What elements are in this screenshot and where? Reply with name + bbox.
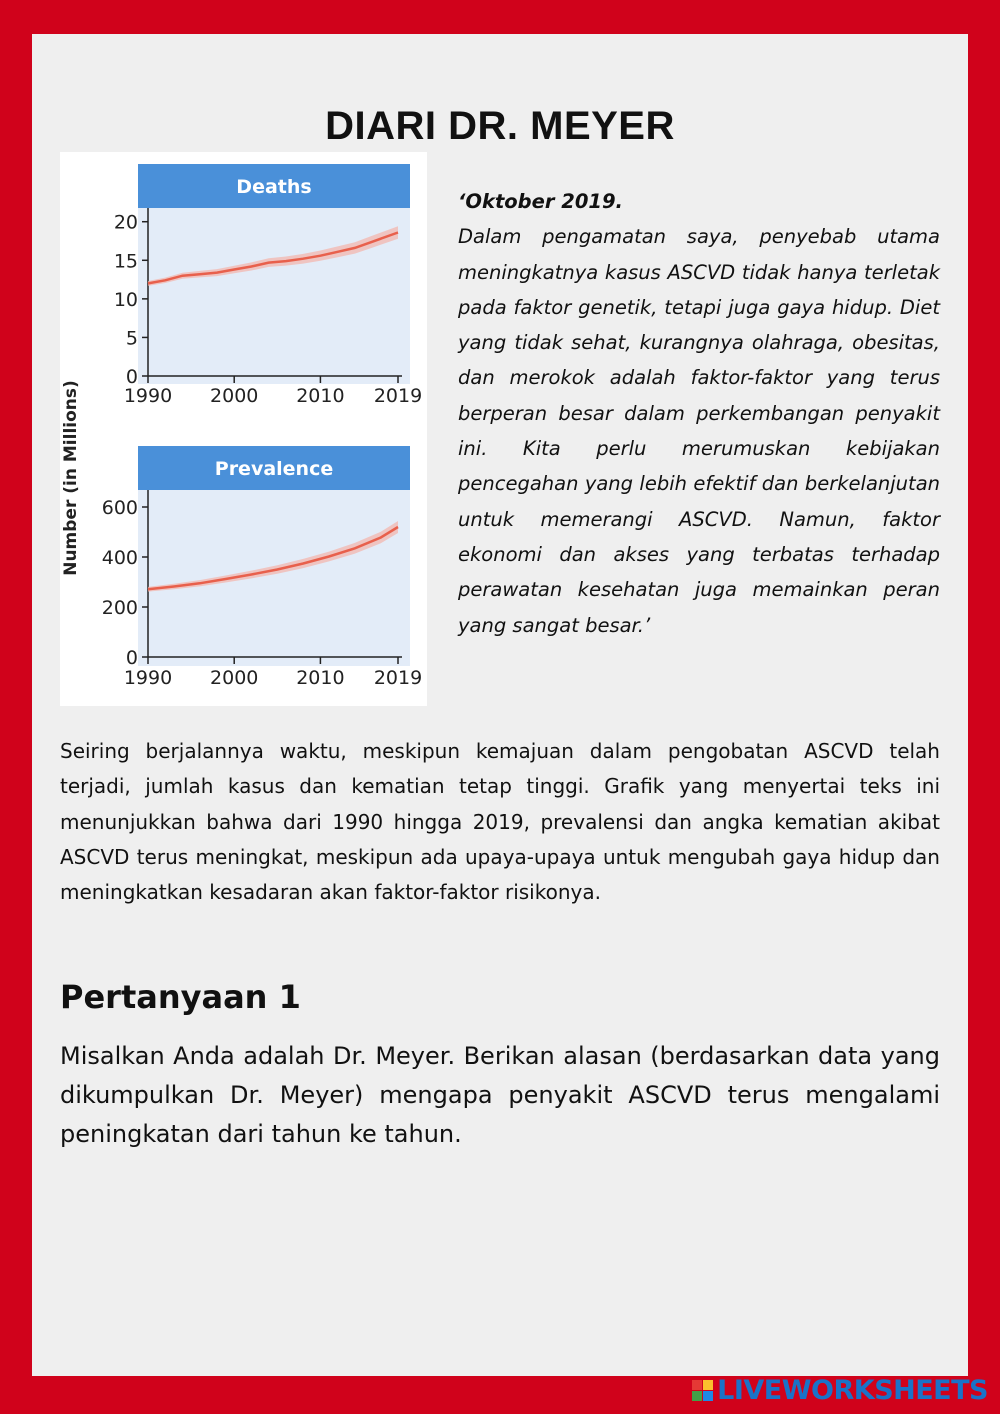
chart-2-y-tick-label: 200 (101, 597, 138, 619)
chart-2-title: Prevalence (214, 458, 334, 480)
chart-1-x-tick-label: 2010 (296, 385, 345, 407)
page-title: DIARI DR. MEYER (325, 104, 675, 148)
body-paragraph: Seiring berjalannya waktu, meskipun kemajuan dalam pengobatan ASCVD telah terjadi, jumlah kasus dan kematian tetap tinggi. Grafik yang menyertai teks ini menunjukkan bahwa dari 1990 hingga 2019, prevalensi dan angka kematian akibat ASCVD terus meningkat, meskipun ada upaya-upaya untuk mengubah gaya hidup dan meningkatkan kesadaran akan faktor-faktor risikonya. (60, 739, 940, 905)
chart-1-y-tick-label: 5 (125, 327, 138, 350)
chart-1-x-tick-label: 1990 (123, 385, 173, 407)
chart-2-x-tick-label: 2000 (210, 667, 259, 689)
chart-1-plot-area (138, 208, 410, 384)
diary-text: Dalam pengamatan saya, penyebab utama meningkatnya kasus ASCVD tidak hanya terletak pada faktor genetik, tetapi juga gaya hidup. Diet yang tidak sehat, kurangnya olahraga, obesitas, dan merokok adalah faktor-faktor yang terus berperan besar dalam perkembangan penyakit ini. Kita perlu merumuskan kebijakan pencegahan yang lebih efektif dan berkelanjutan untuk memerangi ASCVD. Namun, faktor ekonomi dan akses yang terbatas terhadap perawatan kesehatan juga memainkan peran yang sangat besar.’ (458, 225, 940, 637)
liveworksheets-logo-icon (692, 1380, 713, 1401)
chart-2-x-tick-label: 1990 (123, 667, 173, 689)
question-heading: Pertanyaan 1 (60, 978, 301, 1016)
charts-svg (60, 152, 427, 706)
chart-2-x-tick-label: 2019 (373, 667, 423, 689)
diary-date: ‘Oktober 2019. (458, 190, 623, 213)
liveworksheets-brand[interactable] (692, 1375, 988, 1406)
chart-2-y-tick-label: 0 (125, 647, 138, 669)
chart-1-y-tick-label: 10 (113, 288, 138, 311)
page-sheet (32, 34, 968, 1376)
chart-1-y-tick-label: 20 (113, 211, 138, 234)
chart-2-y-tick-label: 600 (101, 497, 138, 519)
chart-1-x-tick-label: 2000 (210, 385, 259, 407)
y-axis-label: Number (in Millions) (61, 380, 81, 576)
chart-2-y-tick-label: 400 (101, 547, 138, 569)
chart-1-y-tick-label: 0 (125, 366, 138, 388)
chart-2-plot-area (138, 490, 410, 666)
chart-1-x-tick-label: 2019 (373, 385, 423, 407)
chart-1-y-tick-label: 15 (113, 250, 138, 273)
watermark-text: LIVEWORKSHEETS (717, 1375, 988, 1406)
chart-figure (60, 152, 427, 706)
question-text: Misalkan Anda adalah Dr. Meyer. Berikan alasan (berdasarkan data yang dikumpulkan Dr. Meyer) mengapa penyakit ASCVD terus mengalami peningkatan dari tahun ke tahun. (60, 1042, 940, 1148)
chart-2-x-tick-label: 2010 (296, 667, 345, 689)
chart-1-title: Deaths (236, 176, 312, 198)
diary-entry (458, 184, 940, 643)
